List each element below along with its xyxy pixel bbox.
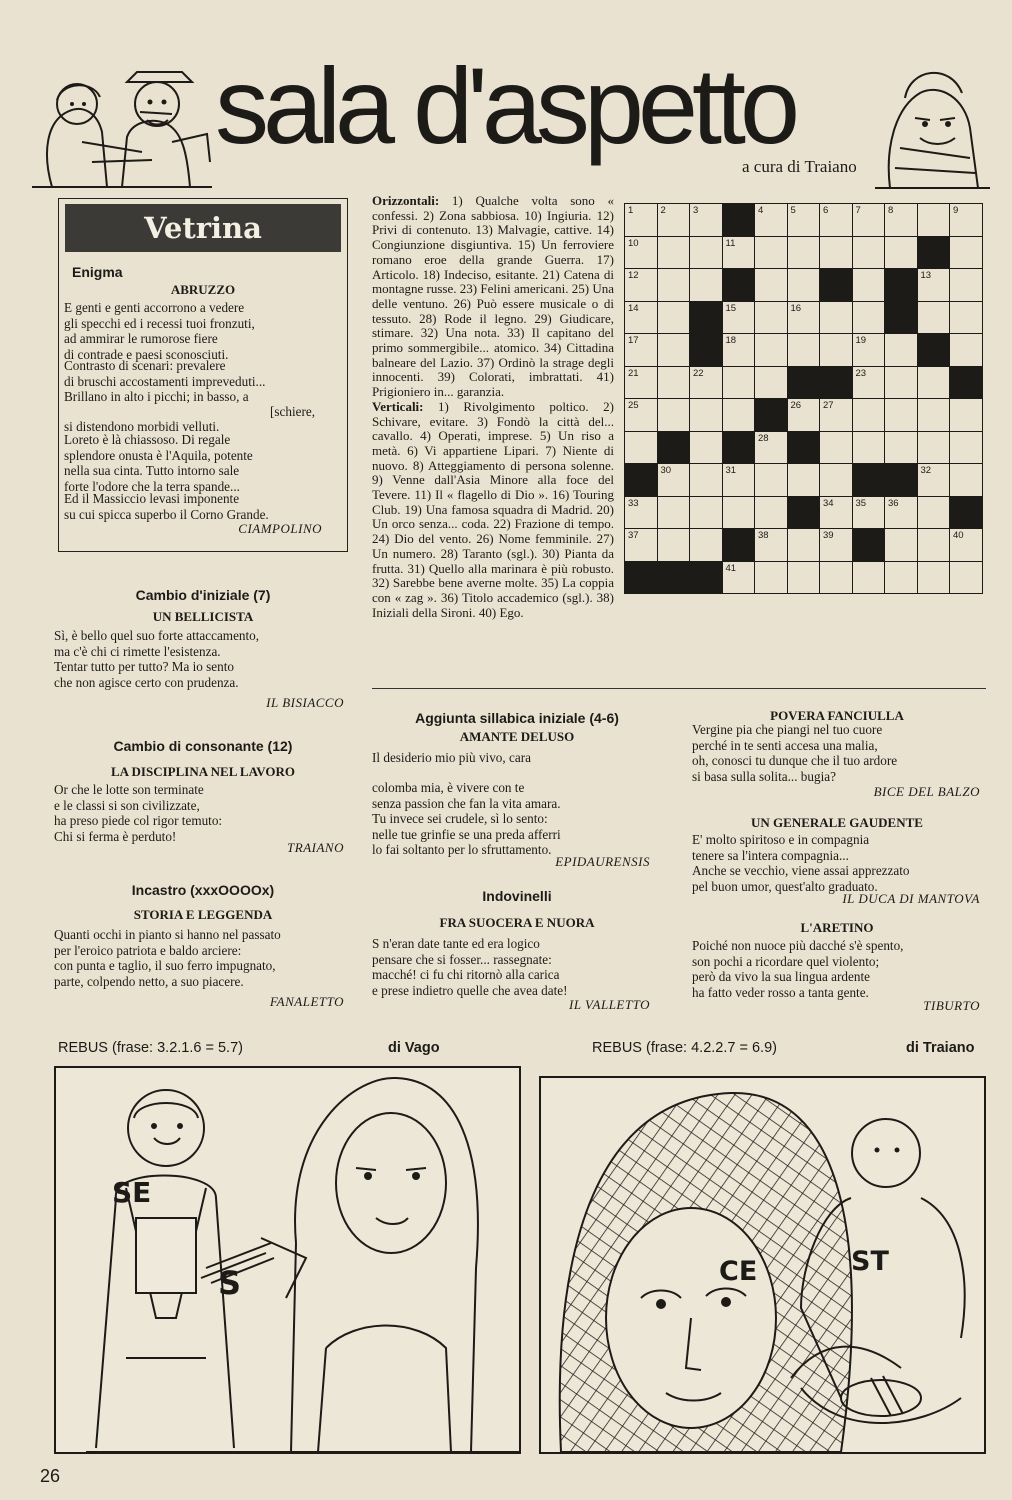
clues-down-label: Verticali: (372, 398, 424, 414)
crossword-cell (689, 236, 723, 270)
crossword-cell-number: 30 (660, 465, 672, 476)
rebus-1-drawing (56, 1068, 519, 1452)
crossword-black-cell (657, 431, 691, 465)
crossword-black-cell (884, 463, 918, 497)
crossword-clues (372, 194, 614, 620)
clues-across: 1) Qualche volta sono « confessi. 2) Zona sabbiosa. 10) Ingiuria. 12) Privi di contenuto. 13) Malvagie, cattive. 14) Congiunzione disgiuntiva. 15) Un ferroviere romano eroe della grande Guerra. 17) Articolo. 18) Indeciso, esitante. 21) Catena di montagne russe. 23) Felini americani. 25) Una delle ventuno. 26) Può essere musicale o di tessuto. 28) Rode il legno. 29) Giudicare, stimare. 32) Una nota. 33) Il capitano del primo sommergibile... atomico. 34) Cittadina balneare del Lazio. 37) Ordinò la strage degli innocenti. 39) Colorati, imbrattati. 41) Prigioniero in... garanzia. (372, 193, 614, 400)
crossword-cell (917, 496, 951, 530)
crossword-cell-number: 34 (823, 497, 834, 509)
crossword-cell (852, 333, 886, 367)
crossword-cell-number: 9 (953, 205, 959, 216)
clues-across-label: Orizzontali: (372, 193, 440, 208)
rebus-1-letter-s: S (218, 1264, 242, 1302)
crossword-cell (657, 268, 691, 302)
crossword-cell-number: 2 (660, 205, 666, 216)
crossword-cell (722, 236, 756, 270)
crossword-black-cell (819, 366, 853, 400)
crossword-cell (819, 333, 853, 367)
crossword-cell-number: 13 (920, 270, 932, 281)
crossword-black-cell (787, 431, 821, 465)
crossword-cell (657, 236, 691, 270)
puzzle-text: Il desiderio mio più vivo, cara (372, 750, 531, 765)
crossword-cell (689, 431, 723, 465)
crossword-cell-number: 27 (823, 400, 834, 411)
crossword-cell-number: 18 (725, 335, 737, 346)
enigma-title: ABRUZZO (170, 282, 236, 297)
enigma-author: CIAMPOLINO (238, 521, 322, 536)
crossword-cell (819, 203, 853, 237)
crossword-cell (917, 268, 951, 302)
enigma-stanza-4: Ed il Massiccio levasi imponente su cui spicca superbo il Corno Grande. (64, 491, 269, 522)
crossword-cell (949, 236, 983, 270)
crossword-cell (917, 463, 951, 497)
page-number: 26 (40, 1466, 61, 1486)
crossword-black-cell (787, 366, 821, 400)
crossword-black-cell (787, 496, 821, 530)
crossword-cell (754, 431, 788, 465)
puzzle-author: EPIDAURENSIS (555, 854, 650, 869)
crossword-cell-number: 22 (693, 367, 704, 379)
crossword-cell (787, 398, 821, 432)
crossword-cell (624, 398, 658, 432)
crossword-cell-number: 23 (855, 367, 867, 379)
enigma-stanza-3: Loreto è là chiassoso. Di regale splendore onusta è l'Aquila, potente nella sua cinta. Tutto intorno sale forte l'odore che la terra spande... (64, 432, 253, 494)
crossword-cell (657, 528, 691, 562)
crossword-black-cell (722, 203, 756, 237)
crossword-cell-number: 15 (725, 302, 737, 314)
crossword-black-cell (949, 366, 983, 400)
rebus-illustration-2 (539, 1076, 986, 1454)
crossword-cell (852, 301, 886, 335)
crossword-black-cell (884, 301, 918, 335)
puzzle-text: E' molto spiritoso e in compagnia tenere sa l'intera compagnia... Anche se vecchio, viene assai apprezzato pel buon umor, quest'alto graduato. (692, 832, 910, 894)
crossword-cell (852, 561, 886, 595)
crossword-cell-number: 21 (628, 367, 639, 379)
crossword-cell (689, 496, 723, 530)
crossword-cell (819, 528, 853, 562)
crossword-cell (787, 561, 821, 595)
crossword-cell-number: 5 (790, 205, 796, 216)
puzzle-author: TRAIANO (287, 840, 344, 855)
crossword-cell-number: 7 (855, 205, 861, 216)
puzzle-type: Cambio d'iniziale (7) (135, 587, 271, 603)
puzzle-text: Vergine pia che piangi nel tuo cuore perché in te senti accesa una malia, oh, conosci tu dunque che il tuo ardore si basa sulla solita... bugia? (692, 722, 898, 784)
crossword-cell (624, 333, 658, 367)
crossword-black-cell (852, 528, 886, 562)
crossword-cell (852, 203, 886, 237)
crossword-cell (949, 561, 983, 595)
crossword-cell (657, 333, 691, 367)
crossword-cell (754, 561, 788, 595)
puzzle-author: FANALETTO (269, 994, 344, 1009)
crossword-black-cell (722, 268, 756, 302)
puzzle-title: FRA SUOCERA E NUORA (439, 915, 595, 930)
crossword-cell-number: 8 (888, 205, 894, 216)
crossword-cell (949, 301, 983, 335)
puzzle-title: UN BELLICISTA (152, 609, 254, 624)
crossword-black-cell (657, 561, 691, 595)
crossword-cell (884, 496, 918, 530)
header-illustration-right (870, 48, 995, 193)
crossword-cell (657, 463, 691, 497)
crossword-cell (949, 398, 983, 432)
crossword-cell (722, 333, 756, 367)
crossword-cell (787, 528, 821, 562)
crossword-cell (917, 398, 951, 432)
crossword-cell (657, 366, 691, 400)
crossword-cell (949, 528, 983, 562)
crossword-cell (689, 528, 723, 562)
puzzle-text: colomba mia, è vivere con te senza passion che fan la vita amara. Tu invece sei crudele, sì lo sento: nelle tue grinfie se una preda afferri lo fai soltanto per lo sfruttamento. (372, 780, 561, 857)
crossword-cell (819, 398, 853, 432)
crossword-cell (754, 203, 788, 237)
crossword-cell (624, 496, 658, 530)
crossword-cell (722, 301, 756, 335)
crossword-cell (852, 398, 886, 432)
crossword-cell-number: 37 (628, 530, 639, 541)
crossword-cell (689, 203, 723, 237)
crossword-cell (787, 236, 821, 270)
crossword-cell (787, 463, 821, 497)
crossword-cell-number: 17 (628, 335, 639, 346)
crossword-cell (884, 528, 918, 562)
crossword-cell-number: 40 (953, 530, 964, 541)
crossword-cell-number: 4 (758, 205, 764, 216)
crossword-black-cell (819, 268, 853, 302)
crossword-black-cell (884, 268, 918, 302)
crossword-cell (624, 301, 658, 335)
puzzle-text: Poiché non nuoce più dacché s'è spento, son pochi a ricordare quel violento; però da vivo la sua lingua ardente ha fatto veder rosso a tanta gente. (692, 938, 904, 1000)
crossword-cell (787, 301, 821, 335)
crossword-cell-number: 19 (855, 335, 867, 346)
crossword-cell (884, 333, 918, 367)
puzzle-title: LA DISCIPLINA NEL LAVORO (110, 764, 296, 779)
crossword-cell (689, 463, 723, 497)
crossword-black-cell (722, 431, 756, 465)
crossword-cell (657, 398, 691, 432)
crossword-black-cell (689, 333, 723, 367)
crossword-cell (884, 431, 918, 465)
crossword-cell (722, 463, 756, 497)
crossword-cell-number: 38 (758, 530, 769, 541)
crossword-cell (819, 301, 853, 335)
rebus-1-letters-se: SE (112, 1176, 152, 1209)
crossword-cell (657, 203, 691, 237)
crossword-cell-number: 3 (693, 205, 699, 216)
crossword-cell (949, 268, 983, 302)
crossword-cell-number: 39 (823, 530, 834, 541)
crossword-black-cell (722, 528, 756, 562)
puzzle-text: Or che le lotte son terminate e le classi si son civilizzate, ha preso piede col rigor temuto: Chi si ferma è perduto! (54, 782, 223, 844)
puzzle-title: L'ARETINO (800, 920, 874, 935)
rebus-label-1: REBUS (frase: 3.2.1.6 = 5.7) (58, 1040, 243, 1056)
crossword-cell (917, 528, 951, 562)
crossword-cell-number: 36 (888, 497, 899, 509)
crossword-cell (819, 431, 853, 465)
crossword-black-cell (624, 463, 658, 497)
puzzle-author: IL VALLETTO (568, 997, 650, 1012)
crossword-cell (949, 463, 983, 497)
crossword-cell (917, 301, 951, 335)
enigma-stanza-1: E genti e genti accorrono a vedere gli specchi ed i recessi tuoi fronzuti, ad ammirar le rumorose fiere di contrade e paesi sconosciuti. (64, 300, 255, 362)
crossword-cell-number: 16 (790, 302, 802, 314)
enigma-stanza-2: Contrasto di scenari: prevalere di bruschi accostamenti impreveduti... Brillano in alto i picchi; in basso, a (64, 358, 266, 404)
crossword-cell (624, 431, 658, 465)
crossword-cell (624, 268, 658, 302)
crossword-cell (754, 463, 788, 497)
crossword-black-cell (949, 496, 983, 530)
crossword-cell (689, 398, 723, 432)
puzzle-author: IL BISIACCO (266, 695, 344, 710)
crossword-grid (624, 203, 982, 593)
crossword-cell (884, 236, 918, 270)
puzzle-author: TIBURTO (923, 998, 980, 1013)
crossword-black-cell (917, 333, 951, 367)
crossword-cell-number: 25 (628, 400, 639, 411)
crossword-cell (852, 268, 886, 302)
crossword-cell-number: 6 (823, 205, 829, 216)
crossword-cell (754, 333, 788, 367)
crossword-cell (624, 203, 658, 237)
rebus-2-drawing (541, 1078, 984, 1452)
crossword-cell (917, 561, 951, 595)
crossword-cell (754, 528, 788, 562)
crossword-cell (884, 398, 918, 432)
crossword-black-cell (917, 236, 951, 270)
crossword-cell (722, 398, 756, 432)
crossword-cell (624, 366, 658, 400)
crossword-cell (657, 496, 691, 530)
puzzle-type: Aggiunta sillabica iniziale (4-6) (415, 710, 619, 726)
page-title: sala d'aspetto (215, 45, 795, 166)
crossword-cell-number: 11 (725, 237, 736, 249)
crossword-cell-number: 33 (628, 497, 639, 509)
vetrina-banner: Vetrina (65, 204, 341, 252)
crossword-cell (884, 366, 918, 400)
crossword-cell (754, 236, 788, 270)
crossword-cell (722, 366, 756, 400)
crossword-cell (754, 366, 788, 400)
curator-credit: a cura di Traiano (742, 157, 857, 176)
crossword-cell-number: 14 (628, 302, 639, 314)
rebus-author-2: di Traiano (906, 1040, 975, 1056)
crossword-cell (624, 528, 658, 562)
puzzle-text: S n'eran date tante ed era logico pensare che si fosser... rassegnate: macché! ci fu chi ritornò alla carica e prese indietro quelle che avea date! (372, 936, 568, 998)
header-illustration-left (22, 42, 217, 192)
crossword-cell (852, 366, 886, 400)
rebus-2-letters-st: ST (851, 1246, 889, 1277)
puzzle-title: POVERA FANCIULLA (770, 708, 904, 723)
crossword-cell (787, 203, 821, 237)
enigma-type: Enigma (72, 264, 123, 280)
crossword-black-cell (689, 561, 723, 595)
rebus-label-2: REBUS (frase: 4.2.2.7 = 6.9) (592, 1040, 777, 1056)
crossword-cell (819, 561, 853, 595)
puzzle-type: Cambio di consonante (12) (113, 738, 293, 754)
crossword-cell-number: 10 (628, 237, 639, 249)
crossword-cell-number: 35 (855, 497, 867, 509)
crossword-cell-number: 31 (725, 465, 737, 476)
crossword-black-cell (852, 463, 886, 497)
crossword-black-cell (754, 398, 788, 432)
crossword-cell (884, 561, 918, 595)
crossword-cell (819, 463, 853, 497)
crossword-cell (852, 236, 886, 270)
crossword-cell (949, 333, 983, 367)
puzzle-title: AMANTE DELUSO (459, 729, 575, 744)
crossword-black-cell (689, 301, 723, 335)
crossword-cell-number: 1 (628, 205, 634, 216)
crossword-cell (722, 496, 756, 530)
puzzle-title: UN GENERALE GAUDENTE (751, 815, 923, 830)
divider (372, 688, 986, 689)
puzzle-title: STORIA E LEGGENDA (133, 907, 273, 922)
rebus-2-letters-ce: CE (719, 1256, 758, 1287)
crossword-cell (852, 496, 886, 530)
crossword-cell (852, 431, 886, 465)
crossword-cell (949, 203, 983, 237)
enigma-stanza-2-end: si distendono morbidi velluti. (64, 419, 220, 434)
puzzle-type: Indovinelli (482, 888, 552, 904)
puzzle-text: Sì, è bello quel suo forte attaccamento, ma c'è chi ci rimette l'esistenza. Tentar tutto per tutto? Ma io sento che non agisce certo con prudenza. (54, 628, 260, 690)
crossword-cell (624, 236, 658, 270)
crossword-cell (787, 333, 821, 367)
crossword-cell (754, 301, 788, 335)
clues-down: 1) Rivolgimento poltico. 2) Schivare, evitare. 3) Fondò la città del... cavallo. 4) Operati, imprese. 5) Un riso a metà. 6) Vi appartiene Lipari. 7) Niente di nuovo. 8) Atteggiamento di persona solenne. 9) Venne dall'Asia Minore alla foce del Tevere. 11) Il « flagello di Dio ». 16) Touring Club. 19) Una famosa squadra di Madrid. 20) Un orco senza... coda. 22) Frazione di tempo. 24) Dio del vento. 26) Nome femminile. 27) Un numero. 28) Taranto (sgl.). 30) Pianta da frutta. 31) Quello alla marinara è più robusto. 32) Sarebbe bene averne molte. 35) La coppia con « zag ». 36) Titolo accademico (sgl.). 38) Iniziali della Sironi. 40) Ego. (372, 398, 615, 620)
crossword-cell (819, 496, 853, 530)
rebus-author-1: di Vago (388, 1040, 440, 1056)
puzzle-type: Incastro (xxxOOOOx) (131, 882, 275, 898)
crossword-cell (689, 268, 723, 302)
crossword-cell-number: 28 (758, 432, 769, 444)
crossword-cell-number: 41 (725, 562, 737, 574)
crossword-black-cell (624, 561, 658, 595)
crossword-cell-number: 26 (790, 400, 802, 411)
rebus-illustration-1 (54, 1066, 521, 1454)
crossword-cell (819, 236, 853, 270)
crossword-cell (884, 203, 918, 237)
crossword-cell (754, 496, 788, 530)
crossword-cell (657, 301, 691, 335)
puzzle-text: Quanti occhi in pianto si hanno nel passato per l'eroico patriota e baldo arciere: con punta e taglio, il suo ferro impugnato, parte, colpendo netto, a suo piacere. (54, 927, 281, 989)
crossword-cell (787, 268, 821, 302)
crossword-cell-number: 12 (628, 270, 639, 281)
crossword-cell (949, 431, 983, 465)
crossword-cell (722, 561, 756, 595)
crossword-cell (689, 366, 723, 400)
crossword-cell-number: 32 (920, 465, 932, 476)
crossword-cell (917, 366, 951, 400)
puzzle-author: IL DUCA DI MANTOVA (842, 891, 980, 906)
enigma-stanza-2-bracket: [schiere, (270, 404, 316, 419)
puzzle-author: BICE DEL BALZO (873, 784, 980, 799)
crossword-cell (754, 268, 788, 302)
crossword-cell (917, 431, 951, 465)
crossword-cell (917, 203, 951, 237)
